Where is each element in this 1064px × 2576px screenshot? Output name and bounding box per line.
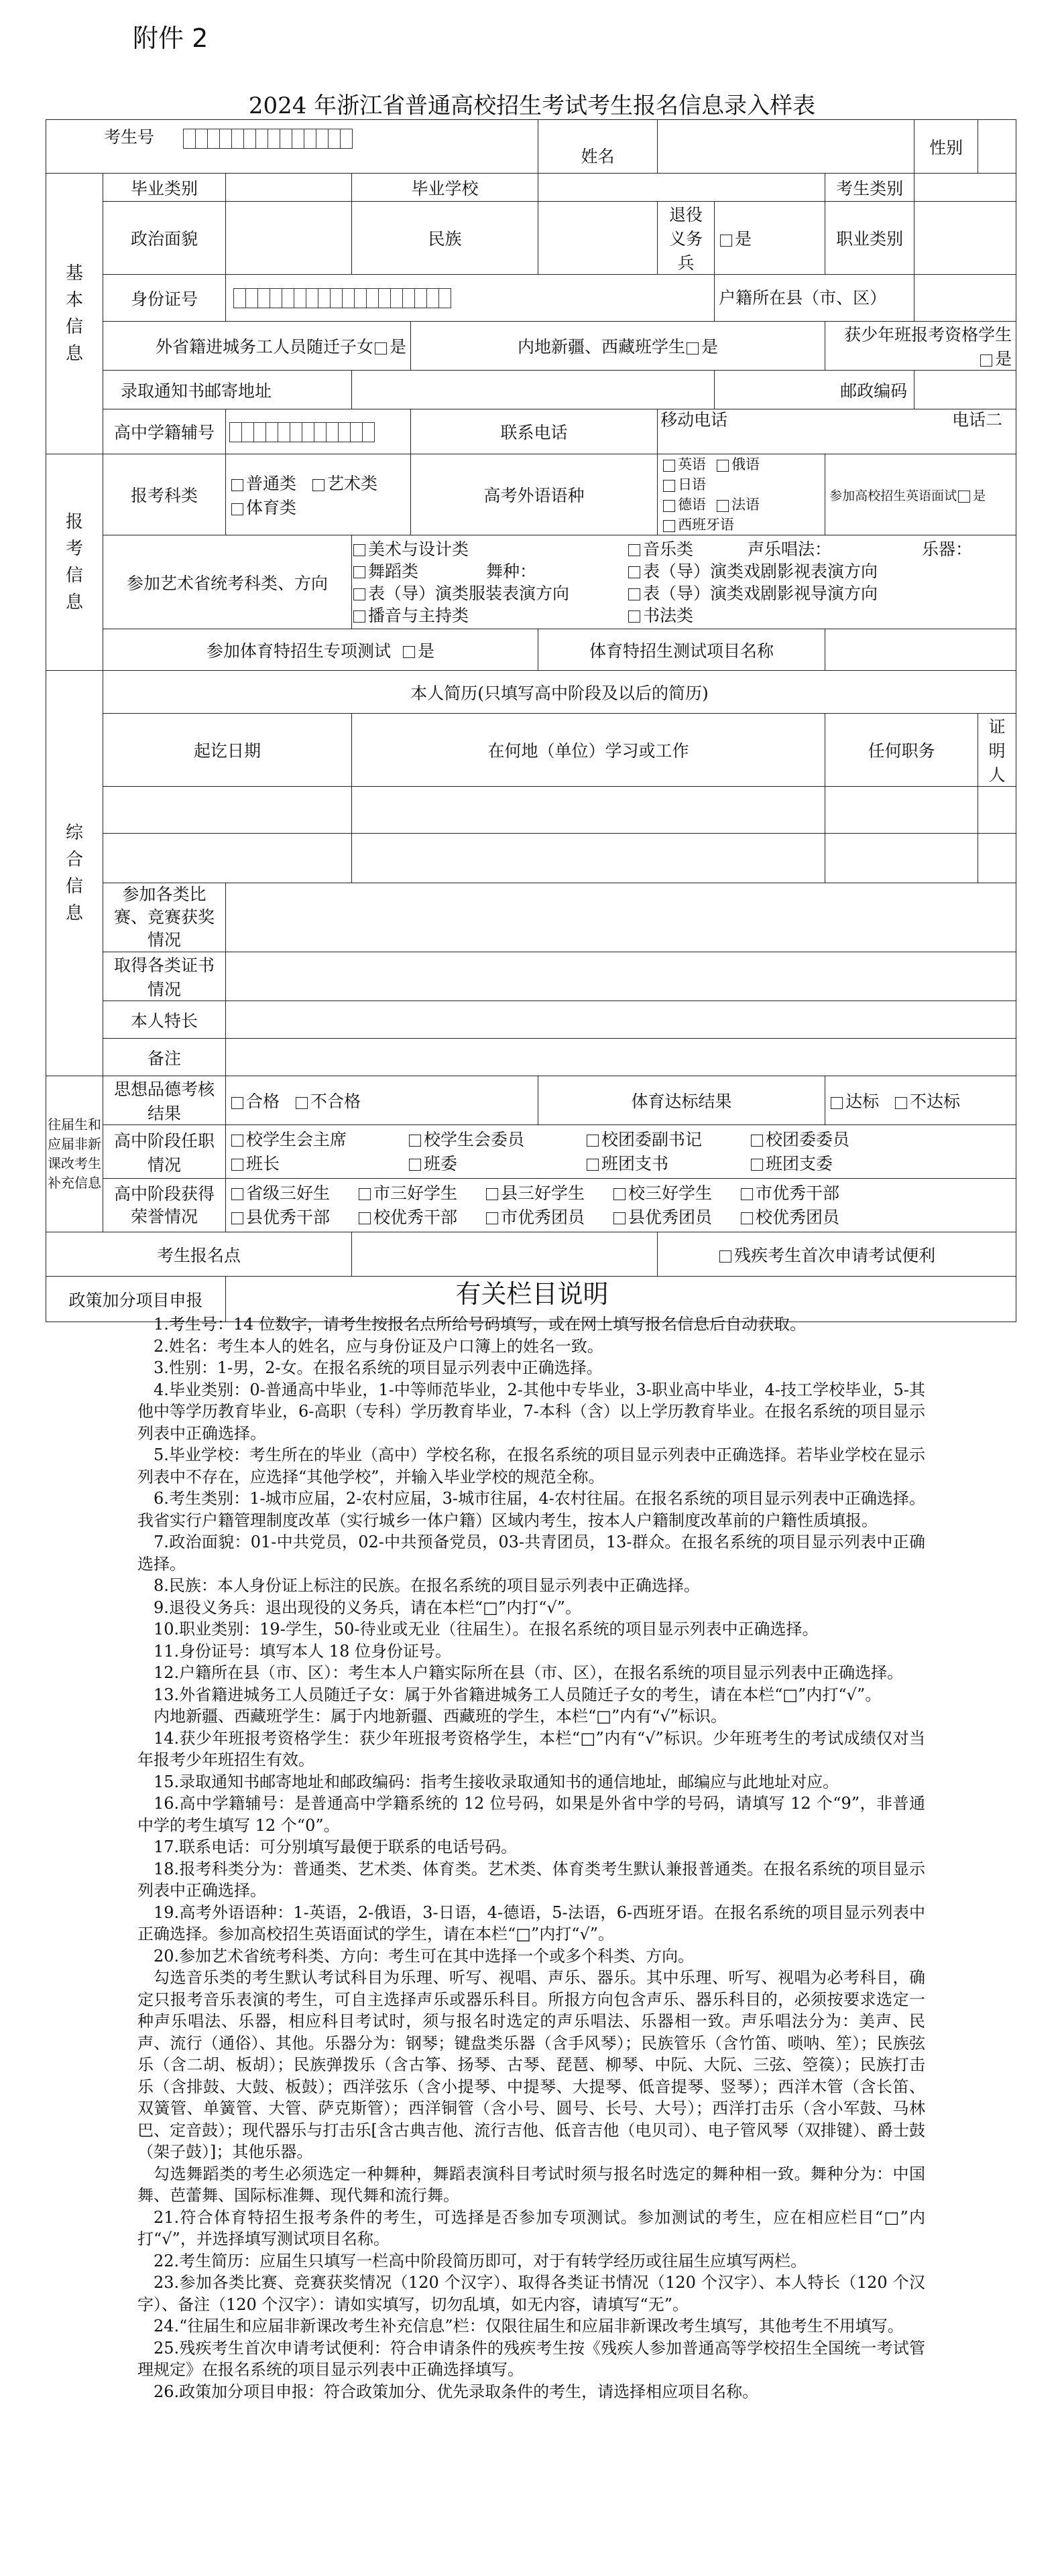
migrant-child-label: 外省籍进城务工人员随迁子女 (155, 337, 373, 357)
art-music-label: 音乐类 (643, 539, 694, 559)
phone-label: 联系电话 (411, 409, 658, 454)
note-item: 勾选音乐类的考生默认考试科目为乐理、听写、视唱、声乐、器乐。其中乐理、听写、视唱为必考科目，确定只报考音乐表演的考生，可自主选择声乐或器乐科目。所报方向包含声乐、器乐科目的，必须按要求选定一种声乐唱法、乐器，相应科目考试时，须与报名时选定的声乐唱法、乐器相一致。声乐唱法分为：美声、民声、流行（通俗）、其他。乐器分为：钢琴；键盘类乐器（含手风琴）；民族管乐（含竹笛、唢呐、笙）；民族弦乐（含二胡、板胡）；民族弹拨乐（含古筝、扬琴、古琴、琵琶、柳琴、中阮、大阮、三弦、箜篌）；民族打击乐（含排鼓、大鼓、板鼓）；西洋弦乐（含小提琴、中提琴、大提琴、低音提琴、竖琴）；西洋木管（含长笛、双簧管、单簧管、大管、萨克斯管）；西洋铜管（含小号、圆号、长号、大号）；西洋打击乐（含小军鼓、马林巴、定音鼓）；现代器乐与打击乐[含古典吉他、流行吉他、低音吉他（电贝司）、电子管风琴（双排键）、爵士鼓（架子鼓）]；其他乐器。 (137, 1968, 926, 2161)
address-label: 录取通知书邮寄地址 (103, 371, 352, 409)
note-item: 19.高考外语语种：1-英语，2-俄语，3-日语，4-德语，5-法语，6-西班牙语。在报名系统的项目显示列表中正确选择。参加高校招生英语面试的学生，请在本栏“□”内打“√”。 (137, 1903, 925, 1943)
pe-fail-checkbox[interactable] (895, 1097, 907, 1109)
pe-fail-label: 不达标 (910, 1092, 961, 1111)
resume-header: 本人简历(只填写高中阶段及以后的简历) (103, 671, 1016, 714)
youth-class-label: 获少年班报考资格学生 (844, 325, 1012, 344)
id-no-boxes[interactable] (234, 288, 451, 308)
duty-chair-checkbox[interactable] (231, 1135, 243, 1147)
resume-witness-1[interactable] (978, 787, 1016, 834)
note-item: 9.退役义务兵：退出现役的义务兵，请在本栏“□”内打“√”。 (154, 1598, 581, 1617)
supp-section-label: 往届生和应届非新课改考生补充信息 (46, 1076, 103, 1232)
exam-no-label: 考生号 (104, 127, 155, 147)
note-item: 14.获少年班报考资格学生：获少年班报考资格学生，本栏“□”内有“√”标识。少年班考生的考试成绩仅对当年报考少年班招生有效。 (137, 1728, 925, 1769)
apply-general-checkbox[interactable] (231, 479, 243, 491)
note-item: 15.录取通知书邮寄地址和邮政编码：指考生接收录取通知书的通信地址，邮编应与此地址对应。 (154, 1772, 839, 1791)
art-drama-perform-label: 表（导）演类戏剧影视表演方向 (643, 561, 878, 581)
note-item: 4.毕业类别：0-普通高中毕业，1-中等师范毕业，2-其他中专毕业，3-职业高中毕业，4-技工学校毕业，5-其他中等学历教育毕业，6-高职（专科）学历教育毕业，7-本科（含）以上学历教育毕业。在报名系统的项目显示列表中正确选择。 (137, 1380, 925, 1443)
political-input[interactable] (226, 202, 352, 275)
lang-ja-checkbox[interactable] (663, 480, 675, 492)
duty-member-label: 校学生会委员 (424, 1129, 525, 1149)
id-no-input[interactable] (226, 275, 715, 322)
oral-test-label: 参加高校招生英语面试 (829, 488, 957, 503)
duty-league-member-label: 校团委委员 (766, 1129, 850, 1149)
youth-class-checkbox[interactable] (980, 355, 992, 367)
apply-general-label: 普通类 (246, 474, 297, 493)
lang-ja-label: 日语 (678, 476, 707, 493)
foreign-lang-options[interactable] (658, 454, 825, 535)
migrant-child-checkbox[interactable] (375, 342, 387, 355)
remarks-input[interactable] (226, 1039, 1016, 1076)
note-item: 18.报考科类分为：普通类、艺术类、体育类。艺术类、体育类考生默认兼报普通类。在报名系统的项目显示列表中正确选择。 (137, 1859, 925, 1900)
note-item: 7.政治面貌：01-中共党员，02-中共预备党员，03-共青团员，13-群众。在报名系统的项目显示列表中正确选择。 (137, 1533, 925, 1573)
honor-school-cadre-checkbox[interactable] (359, 1212, 371, 1224)
duty-class-league-checkbox[interactable] (751, 1159, 763, 1171)
honor-school-league-label: 校优秀团员 (756, 1207, 840, 1227)
gender-label: 性别 (914, 120, 978, 174)
xinjiang-tibet-cell[interactable] (411, 322, 825, 371)
disabled-checkbox[interactable] (719, 1250, 731, 1263)
honor-city-cadre-checkbox[interactable] (741, 1188, 753, 1200)
duty-league-deputy-label: 校团委副书记 (601, 1129, 703, 1149)
art-design-checkbox[interactable] (353, 544, 365, 556)
lang-es-label: 西班牙语 (678, 517, 735, 533)
art-drama-perform-checkbox[interactable] (628, 566, 640, 578)
pe-test-label: 参加体育特招生专项测试 (206, 641, 392, 661)
youth-class-cell[interactable] (825, 322, 1016, 371)
migrant-child-cell[interactable] (103, 322, 411, 371)
note-item: 6.考生类别：1-城市应届，2-农村应届，3-城市往届，4-农村往届。在报名系统的项目显示列表中正确选择。我省实行户籍管理制度改革（实行城乡一体户籍）区域内考生，按本人户籍制度改革前的户籍性质填报。 (137, 1489, 925, 1530)
art-broadcast-checkbox[interactable] (353, 610, 365, 623)
moral-pass-checkbox[interactable] (231, 1097, 243, 1109)
art-join-label: 参加艺术省统考科类、方向 (103, 535, 352, 629)
ethnicity-label: 民族 (352, 202, 538, 275)
note-item: 17.联系电话：可分别填写最便于联系的电话号码。 (154, 1838, 518, 1856)
art-calligraphy-checkbox[interactable] (628, 610, 640, 623)
hs-duty-options[interactable] (226, 1125, 1016, 1179)
lang-ru-label: 俄语 (731, 456, 760, 472)
note-item: 20.参加艺术省统考科类、方向：考生可在其中选择一个或多个科类、方向。 (154, 1946, 695, 1966)
gender-input[interactable] (978, 120, 1016, 174)
apply-type-label: 报考科类 (103, 454, 226, 535)
apply-pe-checkbox[interactable] (231, 503, 243, 515)
policy-bonus-label: 政策加分项目申报 (46, 1277, 226, 1322)
hukou-label: 户籍所在县（市、区） (715, 275, 914, 322)
reg-point-label: 考生报名点 (46, 1232, 352, 1277)
note-item: 13.外省籍进城务工人员随迁子女：属于外省籍进城务工人员随迁子女的考生，请在本栏“□”内打“√”。 (154, 1685, 882, 1704)
duty-league-deputy-checkbox[interactable] (587, 1135, 599, 1147)
start-end-header: 起讫日期 (103, 714, 352, 787)
exam-no-boxes[interactable] (184, 129, 353, 149)
dance-style-label: 舞种： (486, 561, 537, 581)
honor-school-3good-checkbox[interactable] (613, 1188, 626, 1200)
moral-options[interactable] (226, 1076, 538, 1125)
id-no-label: 身份证号 (103, 275, 226, 322)
honor-school-cadre-label: 校优秀干部 (373, 1207, 458, 1227)
lang-de-checkbox[interactable] (663, 500, 675, 512)
apply-type-options[interactable] (226, 454, 411, 535)
duty-chair-label: 校学生会主席 (246, 1129, 347, 1149)
veteran-option[interactable] (715, 202, 825, 275)
resume-unit-1[interactable] (352, 787, 825, 834)
duty-class-sec-checkbox[interactable] (587, 1159, 599, 1171)
hs-reg-boxes[interactable] (230, 422, 375, 442)
honor-county-league-label: 县优秀团员 (628, 1207, 713, 1227)
veteran-checkbox[interactable] (720, 235, 732, 247)
note-item: 5.毕业学校：考生所在的毕业（高中）学校名称，在报名系统的项目显示列表中正确选择。若毕业学校在显示列表中不存在，应选择“其他学校”，并输入毕业学校的规范全称。 (137, 1445, 925, 1486)
vocal-style-label: 声乐唱法： (748, 539, 832, 559)
resume-date-2[interactable] (103, 834, 352, 883)
art-drama-direct-label: 表（导）演类戏剧影视导演方向 (643, 583, 878, 603)
honor-city-cadre-label: 市优秀干部 (756, 1183, 840, 1203)
pe-item-label: 体育特招生测试项目名称 (538, 629, 825, 671)
grad-school-label: 毕业学校 (352, 174, 538, 202)
notes-list (137, 1313, 925, 2402)
honor-county-cadre-checkbox[interactable] (231, 1212, 243, 1224)
postcode-label: 邮政编码 (715, 371, 914, 409)
grad-school-input[interactable] (538, 174, 825, 202)
grad-type-label: 毕业类别 (103, 174, 226, 202)
student-type-label: 考生类别 (825, 174, 914, 202)
art-broadcast-label: 播音与主持类 (368, 605, 469, 625)
disabled-label: 残疾考生首次申请考试便利 (734, 1245, 936, 1265)
veteran-label: 退役义务兵 (658, 202, 715, 275)
apply-section-label: 报考信息 (46, 454, 103, 671)
pe-test-checkbox[interactable] (403, 646, 415, 658)
pe-standard-options[interactable] (825, 1076, 1016, 1125)
xinjiang-tibet-checkbox[interactable] (687, 342, 699, 355)
apply-art-checkbox[interactable] (312, 479, 324, 491)
duty-committee-checkbox[interactable] (409, 1159, 421, 1171)
note-item: 内地新疆、西藏班学生：属于内地新疆、西藏班的学生，本栏“□”内有“√”标识。 (154, 1707, 727, 1726)
art-fashion-checkbox[interactable] (353, 588, 365, 600)
note-item: 勾选舞蹈类的考生必须选定一种舞种，舞蹈表演科目考试时须与报名时选定的舞种相一致。舞种分为：中国舞、芭蕾舞、国际标准舞、现代舞和流行舞。 (137, 2164, 925, 2205)
hs-reg-label: 高中学籍辅号 (103, 409, 226, 454)
oral-test-cell[interactable] (825, 454, 1016, 535)
xinjiang-tibet-yes: 是 (701, 337, 719, 357)
phone-inputs[interactable] (658, 409, 1016, 454)
pe-pass-checkbox[interactable] (831, 1097, 843, 1109)
honor-county-3good-checkbox[interactable] (486, 1188, 498, 1200)
honor-county-league-checkbox[interactable] (613, 1212, 626, 1224)
note-item: 3.性别：1-男，2-女。在报名系统的项目显示列表中正确选择。 (154, 1358, 603, 1377)
art-fashion-label: 表（导）演类服装表演方向 (368, 583, 570, 603)
hs-honor-label: 高中阶段获得荣誉情况 (103, 1179, 226, 1232)
duty-member-checkbox[interactable] (409, 1135, 421, 1147)
resume-position-2[interactable] (825, 834, 978, 883)
lang-en-label: 英语 (678, 456, 707, 472)
name-label: 姓名 (538, 120, 658, 174)
note-item: 25.残疾考生首次申请考试便利：符合申请条件的残疾考生按《残疾人参加普通高等学校招生全国统一考试管理规定》在报名系统的项目显示列表中正确选择填写。 (137, 2338, 925, 2379)
mobile-label: 移动电话 (660, 410, 728, 430)
unit-header: 在何地（单位）学习或工作 (352, 714, 825, 787)
art-drama-direct-checkbox[interactable] (628, 588, 640, 600)
note-item: 21.符合体育特招生报考条件的考生，可选择是否参加专项测试。参加测试的考生，应在相应栏目“□”内打“√”，并选择填写测试项目名称。 (137, 2207, 925, 2248)
art-calligraphy-label: 书法类 (643, 605, 694, 625)
apply-pe-label: 体育类 (246, 498, 297, 517)
duty-class-league-label: 班团支委 (766, 1153, 833, 1173)
honor-county-3good-label: 县三好学生 (501, 1183, 585, 1203)
art-design-label: 美术与设计类 (368, 539, 469, 559)
pe-test-cell[interactable] (103, 629, 538, 671)
certs-input[interactable] (226, 952, 1016, 1001)
oral-test-yes: 是 (973, 488, 986, 503)
art-options[interactable] (352, 535, 1016, 629)
migrant-child-yes: 是 (389, 337, 406, 357)
duty-monitor-checkbox[interactable] (231, 1159, 243, 1171)
honor-prov-3good-label: 省级三好生 (246, 1183, 331, 1203)
duty-committee-label: 班委 (424, 1153, 458, 1173)
vocation-type-input[interactable] (914, 202, 1016, 275)
youth-class-yes: 是 (995, 349, 1012, 369)
xinjiang-tibet-label: 内地新疆、西藏班学生 (518, 337, 686, 357)
attachment-label: 附件 2 (133, 23, 209, 53)
vocation-type-label: 职业类别 (825, 202, 914, 275)
honor-city-3good-label: 市三好学生 (373, 1183, 458, 1203)
resume-position-1[interactable] (825, 787, 978, 834)
exam-no-cell[interactable] (46, 120, 538, 174)
note-item: 26.政策加分项目申报：符合政策加分、优先录取条件的考生，请选择相应项目名称。 (154, 2382, 759, 2401)
pe-item-input[interactable] (825, 629, 1016, 671)
specialty-input[interactable] (226, 1001, 1016, 1039)
moral-fail-checkbox[interactable] (296, 1097, 308, 1109)
moral-pass-label: 合格 (246, 1092, 280, 1111)
political-label: 政治面貌 (103, 202, 226, 275)
hukou-input[interactable] (914, 275, 1016, 322)
art-music-checkbox[interactable] (628, 544, 640, 556)
duty-league-member-checkbox[interactable] (751, 1135, 763, 1147)
resume-unit-2[interactable] (352, 834, 825, 883)
hs-reg-input[interactable] (226, 409, 411, 454)
grad-type-input[interactable] (226, 174, 352, 202)
disabled-cell[interactable] (658, 1232, 1016, 1277)
lang-ru-checkbox[interactable] (717, 460, 729, 472)
honor-city-league-checkbox[interactable] (486, 1212, 498, 1224)
honor-county-cadre-label: 县优秀干部 (246, 1207, 331, 1227)
address-input[interactable] (352, 371, 715, 409)
honor-city-league-label: 市优秀团员 (501, 1207, 585, 1227)
awards-label: 参加各类比赛、竞赛获奖情况 (103, 883, 226, 952)
student-type-input[interactable] (914, 174, 1016, 202)
note-item: 16.高中学籍辅号：是普通高中学籍系统的 12 位号码，如果是外省中学的号码，请填写 12 个“9”，非普通中学的考生填写 12 个“0”。 (137, 1794, 925, 1835)
honor-school-3good-label: 校三好学生 (628, 1183, 713, 1203)
phone2-label: 电话二 (952, 410, 1003, 430)
moral-label: 思想品德考核结果 (103, 1076, 226, 1125)
lang-de-label: 德语 (678, 497, 707, 513)
note-item: 22.考生简历：应届生只填写一栏高中阶段简历即可，对于有转学经历或往届生应填写两栏。 (154, 2251, 807, 2270)
note-item: 11.身份证号：填写本人 18 位身份证号。 (154, 1641, 451, 1661)
form-title: 2024 年浙江省普通高校招生考试考生报名信息录入样表 (248, 92, 816, 119)
honor-city-3good-checkbox[interactable] (359, 1188, 371, 1200)
honor-school-league-checkbox[interactable] (741, 1212, 753, 1224)
note-item: 12.户籍所在县（市、区）：考生本人户籍实际所在县（市、区），在报名系统的项目显示列表中正确选择。 (154, 1663, 904, 1682)
postcode-input[interactable] (914, 371, 1016, 409)
note-item: 8.民族：本人身份证上标注的民族。在报名系统的项目显示列表中正确选择。 (154, 1576, 700, 1595)
ethnicity-input[interactable] (538, 202, 658, 275)
veteran-yes-label: 是 (735, 229, 752, 249)
hs-duty-label: 高中阶段任职情况 (103, 1125, 226, 1179)
resume-date-1[interactable] (103, 787, 352, 834)
honor-prov-3good-checkbox[interactable] (231, 1188, 243, 1200)
specialty-label: 本人特长 (103, 1001, 226, 1039)
note-item: 1.考生号：14 位数字，请考生按报名点所给号码填写，或在网上填写报名信息后自动获取。 (154, 1315, 807, 1334)
duty-class-sec-label: 班团支书 (601, 1153, 669, 1173)
note-item: 24.“往届生和应届非新课改考生补充信息”栏：仅限往届生和应届非新课改考生填写，其他考生不用填写。 (154, 2317, 904, 2335)
note-item: 10.职业类别：19-学生，50-待业或无业（往届生）。在报名系统的项目显示列表中正确选择。 (154, 1620, 819, 1638)
reg-point-input[interactable] (352, 1232, 658, 1277)
hs-honor-options[interactable] (226, 1179, 1016, 1232)
lang-fr-checkbox[interactable] (717, 500, 729, 512)
witness-header: 证明人 (978, 714, 1016, 787)
notes-title: 有关栏目说明 (455, 1279, 609, 1309)
position-header: 任何职务 (825, 714, 978, 787)
pe-test-yes: 是 (418, 641, 435, 661)
general-section-label: 综合信息 (46, 671, 103, 1076)
instrument-label: 乐器： (922, 539, 973, 559)
oral-test-checkbox[interactable] (958, 491, 970, 503)
pe-standard-label: 体育达标结果 (538, 1076, 825, 1125)
foreign-lang-label: 高考外语语种 (411, 454, 658, 535)
duty-monitor-label: 班长 (246, 1153, 280, 1173)
moral-fail-label: 不合格 (310, 1092, 361, 1111)
lang-en-checkbox[interactable] (663, 460, 675, 472)
apply-art-label: 艺术类 (327, 474, 377, 493)
certs-label: 取得各类证书情况 (103, 952, 226, 1001)
pe-pass-label: 达标 (845, 1092, 880, 1111)
basic-section-label: 基本信息 (46, 174, 103, 454)
remarks-label: 备注 (103, 1039, 226, 1076)
lang-fr-label: 法语 (731, 497, 760, 513)
resume-witness-2[interactable] (978, 834, 1016, 883)
awards-input[interactable] (226, 883, 1016, 952)
note-item: 2.姓名：考生本人的姓名，应与身份证及户口簿上的姓名一致。 (154, 1336, 603, 1356)
name-input[interactable] (658, 120, 914, 174)
registration-form-table (46, 119, 1016, 1322)
art-dance-checkbox[interactable] (353, 566, 365, 578)
note-item: 23.参加各类比赛、竞赛获奖情况（120 个汉字）、取得各类证书情况（120 个汉字）、本人特长（120 个汉字）、备注（120 个汉字）：请如实填写，切勿乱填，如无内容，请填写“无”。 (137, 2273, 925, 2314)
lang-es-checkbox[interactable] (663, 520, 675, 532)
art-dance-label: 舞蹈类 (368, 561, 419, 581)
